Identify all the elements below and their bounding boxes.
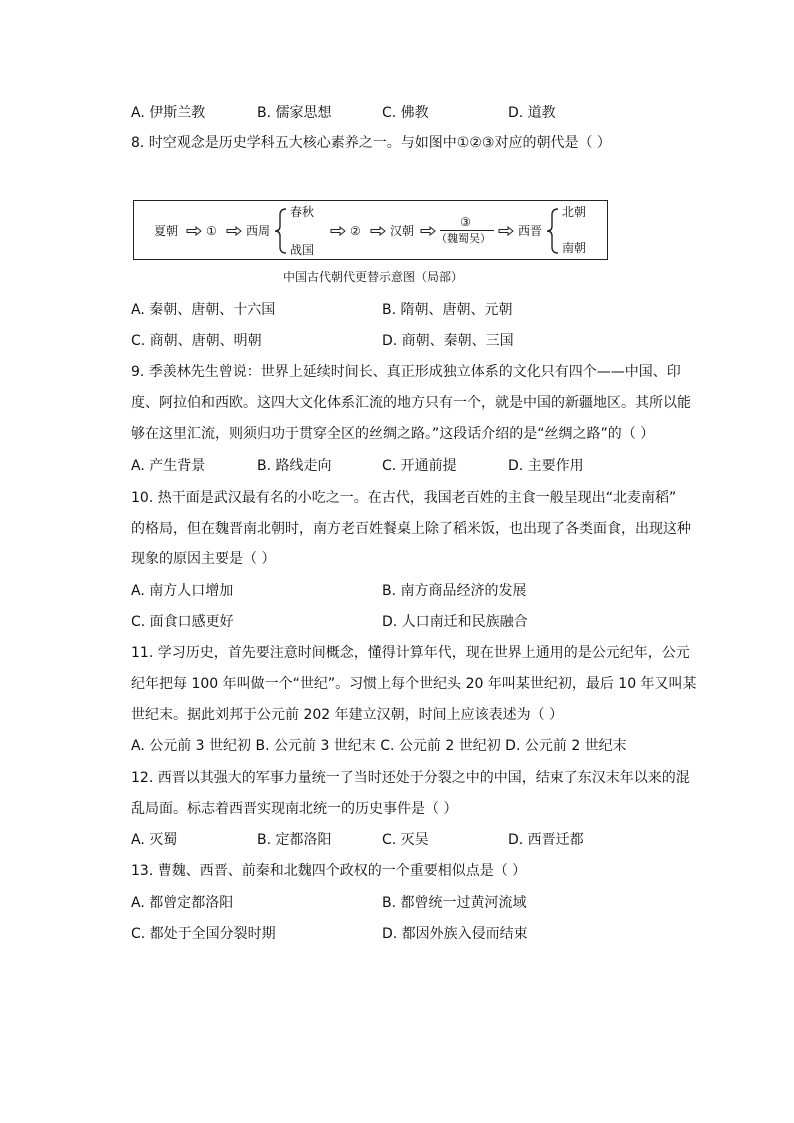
diagram-divider: [440, 230, 494, 231]
q9-line-2: 度、阿拉伯和西欧。这四大文化体系汇流的地方只有一个，就是中国的新疆地区。其所以能: [131, 395, 691, 411]
q13-option-b: B. 都曾统一过黄河流域: [382, 895, 527, 911]
diagram-circle-3: ③: [460, 215, 471, 229]
diagram-caption: 中国古代朝代更替示意图（局部）: [283, 270, 464, 284]
q10-line-1: 10. 热干面是武汉最有名的小吃之一。在古代，我国老百姓的主食一般呈现出“北麦南稻”: [131, 490, 677, 506]
q8-stem: 8. 时空观念是历史学科五大核心素养之一。与如图中①②③对应的朝代是（ ）: [131, 135, 611, 151]
diagram-weishuwu: （魏蜀吴）: [436, 232, 491, 245]
diagram-chunqiu: 春秋: [290, 205, 315, 219]
q11-line-2: 纪年把每 100 年叫做一个“世纪”。习惯上每个世纪头 20 年叫某世纪初，最后 10 年又叫某: [131, 676, 697, 692]
q10-option-b: B. 南方商品经济的发展: [382, 583, 527, 599]
q7-option-b: B. 儒家思想: [257, 105, 332, 121]
diagram-circle-2: ②: [350, 224, 361, 238]
q7-option-d: D. 道教: [508, 105, 556, 121]
q8-option-c: C. 商朝、唐朝、明朝: [131, 333, 262, 349]
q10-option-a: A. 南方人口增加: [131, 583, 234, 599]
q8-option-b: B. 隋朝、唐朝、元朝: [382, 302, 513, 318]
q8-option-d: D. 商朝、秦朝、三国: [382, 333, 514, 349]
q13-option-d: D. 都因外族入侵而结束: [382, 926, 528, 942]
arrow-icon: [370, 226, 386, 236]
q10-line-2: 的格局，但在魏晋南北朝时，南方老百姓餐桌上除了稻米饭，也出现了各类面食，出现这种: [131, 521, 691, 537]
left-brace-icon: [274, 207, 288, 255]
q12-option-b: B. 定都洛阳: [257, 832, 332, 848]
q9-option-d: D. 主要作用: [508, 458, 584, 474]
q11-line-1: 11. 学习历史，首先要注意时间概念，懂得计算年代，现在世界上通用的是公元纪年，公元: [131, 645, 690, 661]
arrow-icon: [420, 226, 436, 236]
q9-option-a: A. 产生背景: [131, 458, 206, 474]
q13-option-c: C. 都处于全国分裂时期: [131, 926, 276, 942]
diagram-xizhou: 西周: [246, 224, 271, 238]
diagram-xia: 夏朝: [154, 224, 179, 238]
diagram-nanchao: 南朝: [562, 241, 587, 255]
diagram-zhanguo: 战国: [290, 243, 315, 257]
q10-option-d: D. 人口南迁和民族融合: [382, 614, 528, 630]
q9-line-3: 够在这里汇流，则须归功于贯穿全区的丝绸之路。”这段话介绍的是“丝绸之路”的（ ）: [131, 426, 655, 442]
diagram-hanchao: 汉朝: [390, 224, 415, 238]
q12-line-1: 12. 西晋以其强大的军事力量统一了当时还处于分裂之中的中国，结束了东汉末年以来的混: [131, 770, 690, 786]
q9-option-c: C. 开通前提: [382, 458, 457, 474]
q9-line-1: 9. 季羡林先生曾说：世界上延续时间长、真正形成独立体系的文化只有四个——中国、印: [131, 364, 681, 380]
q12-option-d: D. 西晋迁都: [508, 832, 584, 848]
q12-option-c: C. 灭吴: [382, 832, 429, 848]
q7-option-a: A. 伊斯兰教: [131, 105, 206, 121]
diagram-circle-1: ①: [206, 224, 217, 238]
q8-option-a: A. 秦朝、唐朝、十六国: [131, 302, 276, 318]
diagram-xijin: 西晋: [518, 224, 543, 238]
q9-option-b: B. 路线走向: [257, 458, 332, 474]
q10-option-c: C. 面食口感更好: [131, 614, 234, 630]
q12-option-a: A. 灭蜀: [131, 832, 178, 848]
q11-options: A. 公元前 3 世纪初 B. 公元前 3 世纪末 C. 公元前 2 世纪初 D. 公元前 2 世纪末: [131, 738, 627, 754]
arrow-icon: [226, 226, 242, 236]
diagram-beichao: 北朝: [562, 205, 587, 219]
q10-line-3: 现象的原因主要是（ ）: [131, 551, 276, 567]
dynasty-diagram: [133, 200, 608, 260]
arrow-icon: [186, 226, 202, 236]
q13-option-a: A. 都曾定都洛阳: [131, 895, 234, 911]
arrow-icon: [330, 226, 346, 236]
arrow-icon: [498, 226, 514, 236]
q7-option-c: C. 佛教: [382, 105, 429, 121]
left-brace-icon: [546, 207, 560, 255]
q13-stem: 13. 曹魏、西晋、前秦和北魏四个政权的一个重要相似点是（ ）: [131, 863, 527, 879]
q11-line-3: 世纪末。据此刘邦于公元前 202 年建立汉朝，时间上应该表述为（ ）: [131, 707, 564, 723]
q12-line-2: 乱局面。标志着西晋实现南北统一的历史事件是（ ）: [131, 801, 458, 817]
